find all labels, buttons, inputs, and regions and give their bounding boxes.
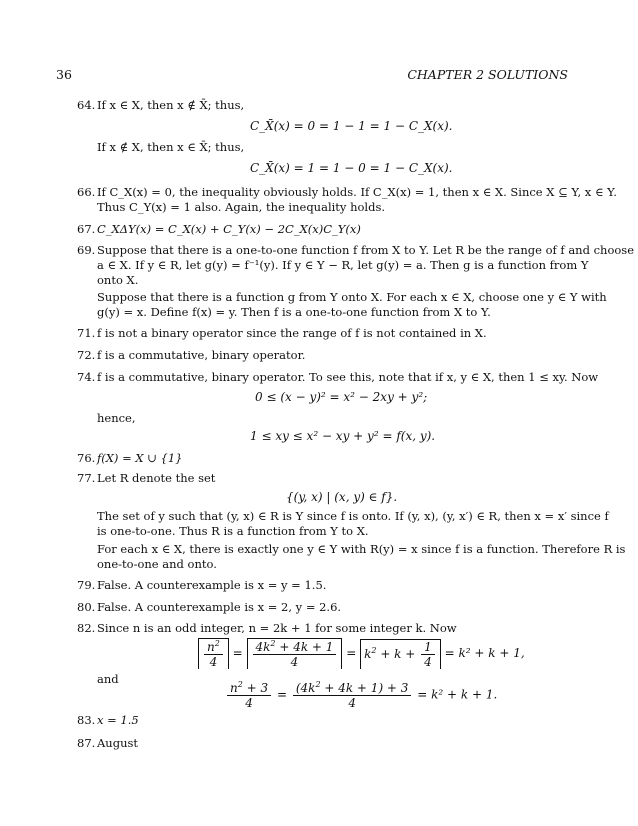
item-82-eq1-result: = k² + k + 1, [444, 646, 525, 660]
item-83-line1: x = 1.5 [97, 713, 139, 727]
item-76-line1: f(X) = X ∪ {1} [97, 451, 183, 465]
item-74-line1: f is a commutative, binary operator. To see this, note that if x, y ∈ X, then 1 ≤ xy. Now [97, 370, 599, 384]
item-64-eq1: C_X̄(x) = 0 = 1 − 1 = 1 − C_X(x). [250, 119, 453, 133]
item-number-69: 69. [77, 243, 96, 257]
item-69-line2: a ∈ X. If y ∈ R, let g(y) = f⁻¹(y). If y ∈ Y − R, let g(y) = a. Then g is a function from Y [97, 258, 589, 272]
item-69-line3: onto X. [97, 273, 139, 287]
item-82-eq2: $\frac{n^2 + 3}{4}$ = $\frac{(4k^2 + 4k + 1) + 3}{4}$ = k² + k + 1. [225, 680, 497, 710]
item-number-87: 87. [77, 736, 96, 750]
item-64-line1: If x ∈ X, then x ∉ X̄; thus, [97, 98, 245, 112]
item-number-74: 74. [77, 370, 96, 384]
item-66-line2: Thus C_Y(x) = 1 also. Again, the inequality holds. [97, 200, 386, 214]
item-77-line3: is one-to-one. Thus R is a function from Y to X. [97, 524, 369, 538]
item-number-64: 64. [77, 98, 96, 112]
item-69-line5: g(y) = x. Define f(x) = y. Then f is a one-to-one function from X to Y. [97, 305, 491, 319]
item-69-line4: Suppose that there is a function g from Y onto X. For each x ∈ X, choose one y ∈ Y with [97, 290, 607, 304]
item-82-eq2-result: = k² + k + 1. [417, 687, 498, 702]
item-77-eq1: {(y, x) | (x, y) ∈ f}. [286, 490, 398, 504]
item-74-line2: hence, [97, 411, 136, 425]
item-82-line1: Since n is an odd integer, n = 2k + 1 for some integer k. Now [97, 621, 457, 635]
ceil-expanded: $\frac{4k^2 + 4k + 1}{4}$ [247, 638, 343, 669]
item-64-eq2: C_X̄(x) = 1 = 1 − 0 = 1 − C_X(x). [250, 161, 453, 175]
item-79-line1: False. A counterexample is x = y = 1.5. [97, 578, 327, 592]
item-number-83: 83. [77, 713, 96, 727]
item-69-line1: Suppose that there is a one-to-one function f from X to Y. Let R be the range of f and choose [97, 243, 635, 257]
item-number-79: 79. [77, 578, 96, 592]
ceil-n2-over-4: $\frac{n^2}{4}$ [198, 638, 229, 669]
item-80-line1: False. A counterexample is x = 2, y = 2.6. [97, 600, 342, 614]
item-number-76: 76. [77, 451, 96, 465]
item-66-line1: If C_X(x) = 0, the inequality obviously holds. If C_X(x) = 1, then x ∈ X. Since X ⊆ Y, x ∈ Y. [97, 185, 617, 199]
chapter-title: CHAPTER 2 SOLUTIONS [407, 67, 568, 82]
item-71-line1: f is not a binary operator since the range of f is not contained in X. [97, 326, 487, 340]
item-number-80: 80. [77, 600, 96, 614]
item-77-line5: one-to-one and onto. [97, 557, 217, 571]
item-number-71: 71. [77, 326, 96, 340]
item-number-72: 72. [77, 348, 96, 362]
item-77-line2: The set of y such that (y, x) ∈ R is Y since f is onto. If (y, x), (y, x′) ∈ R, then x = x′ since f [97, 509, 609, 523]
item-number-67: 67. [77, 222, 96, 236]
item-number-77: 77. [77, 471, 96, 485]
item-82-eq1: $\frac{n^2}{4}$ = $\frac{4k^2 + 4k + 1}{4}$ = $k^2 + k$ + $\frac{1}{4}$ = k² + k + 1, [198, 638, 525, 669]
item-72-line1: f is a commutative, binary operator. [97, 348, 306, 362]
item-67-line1: C_XΔY(x) = C_X(x) + C_Y(x) − 2C_X(x)C_Y(x) [97, 222, 361, 236]
item-87-line1: August [97, 736, 139, 750]
item-64-line2: If x ∉ X, then x ∈ X̄; thus, [97, 140, 245, 154]
page-number: 36 [56, 67, 72, 82]
item-number-66: 66. [77, 185, 96, 199]
item-74-eq1: 0 ≤ (x − y)² = x² − 2xy + y²; [255, 390, 428, 404]
ceil-simplified: $k^2 + k$ + $\frac{1}{4}$ [360, 639, 441, 669]
item-77-line4: For each x ∈ X, there is exactly one y ∈ Y with R(y) = x since f is a function. Therefore R is [97, 542, 626, 556]
item-77-line1: Let R denote the set [97, 471, 216, 485]
item-number-82: 82. [77, 621, 96, 635]
item-74-eq2: 1 ≤ xy ≤ x² − xy + y² = f(x, y). [250, 429, 436, 443]
item-82-and: and [97, 672, 119, 686]
